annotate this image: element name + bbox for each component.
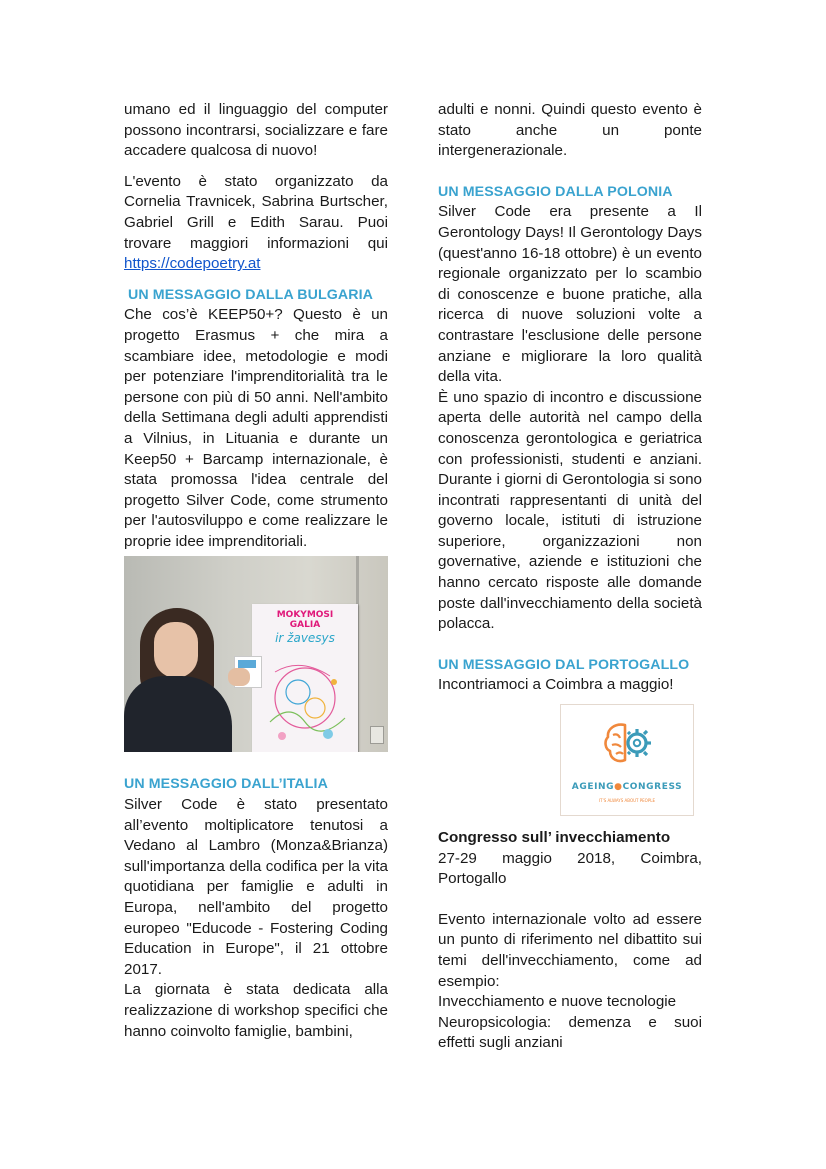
intro-paragraph-2 xyxy=(124,172,388,275)
left-column xyxy=(124,100,388,1042)
topic-1: Invecchiamento e nuove tecnologie xyxy=(438,993,677,1011)
congress-title: Congresso sull’ invecchiamento xyxy=(438,829,671,847)
logo-wordmark-ageing: AGEING xyxy=(571,782,615,793)
bulgaria-body: Che cos’è KEEP50+? Questo è un progetto Erasmus + che mira a scambiare idee, metodologie e modi per potenziare l'imprenditorialità tra le persone con più di 50 anni. Nell'ambito della Settimana degli adulti apprendisti a Vilnius, in Lituania e durante un Keep50 + Barcamp internazionale, è stata promossa l'idea centrale del progetto Silver Code, come strumento per l'autosviluppo e come realizzare le proprie idee imprenditoriali. xyxy=(124,306,388,550)
hand xyxy=(228,668,250,686)
bulgaria-photo xyxy=(124,556,388,752)
intro-paragraph-2-text: L'evento è stato organizzato da Cornelia Travnicek, Sabrina Burtscher, Gabriel Grill e Edith Sarau. Puoi trovare maggiori informazioni qui xyxy=(124,172,388,252)
woman-face xyxy=(154,622,198,678)
poster-title-1: MOKYMOSI xyxy=(276,610,334,621)
polonia-body-2: È uno spazio di incontro e discussione aperta delle autorità nel campo della conoscenza gerontologica e geriatrica con professionisti, studenti e anziani. Durante i giorni di Gerontologia si sono incontrati rappresentanti di unità del governo locale, istituti di istruzione superiore, organizzazioni non governative, aziende e istituzioni che hanno cercato risposte alle domande poste dall'invecchiamento della società polacca. xyxy=(438,388,702,633)
logo-wordmark-congress: CONGRESS xyxy=(622,782,683,793)
intro-paragraph-1: umano ed il linguaggio del computer possono incontrarsi, socializzare e fare accadere qualcosa di nuovo! xyxy=(124,101,388,160)
poster-subtitle: ir žavesys xyxy=(275,631,335,646)
heading-bulgaria: UN MESSAGGIO DALLA BULGARIA xyxy=(124,286,373,303)
heading-polonia: UN MESSAGGIO DALLA POLONIA xyxy=(438,183,673,200)
wall-socket xyxy=(370,726,384,744)
italia-body-2: La giornata è stata dedicata alla realizzazione di workshop specifici che hanno coinvolto famiglie, bambini, xyxy=(124,981,388,1040)
ageing-congress-logo xyxy=(560,704,694,816)
codepoetry-link[interactable]: https://codepoetry.at xyxy=(124,255,261,273)
congress-date: 27-29 maggio 2018, Coimbra, Portogallo xyxy=(438,849,702,888)
italia-body-1: Silver Code è stato presentato all’evento moltiplicatore tenutosi a Vedano al Lambro (Monza&Brianza) sull'importanza della codifica per la vita quotidiana per famiglie e adulti in Europa, nell'ambito del progetto europeo "Educode - Fostering Coding Education in Europe", il 21 ottobre 2017. xyxy=(124,796,388,978)
polonia-body-1: Silver Code era presente a Il Gerontology Days! Il Gerontology Days (quest'anno 16-18 ottobre) è un evento regionale organizzato per lo scambio di conoscenze e buone pratiche, alla ricerca di nuove soluzioni volte a contrastare l'esclusione delle persone anziane e migliorare la loro qualità della vita. xyxy=(438,203,702,386)
portogallo-subtitle: Incontriamoci a Coimbra a maggio! xyxy=(438,676,674,694)
heading-italia: UN MESSAGGIO DALL’ITALIA xyxy=(124,776,328,793)
right-column xyxy=(438,100,702,1054)
poster-illustration xyxy=(260,652,350,744)
poster-title-2: GALIA xyxy=(289,620,321,631)
portogallo-body: Evento internazionale volto ad essere un punto di riferimento nel dibattito sui temi dell'invecchiamento, come ad esempio: xyxy=(438,910,702,990)
logo-tagline: IT'S ALWAYS ABOUT PEOPLE xyxy=(598,798,655,804)
italia-continued: adulti e nonni. Quindi questo evento è stato anche un ponte intergenerazionale. xyxy=(438,101,702,160)
poster xyxy=(252,604,358,752)
topic-2: Neuropsicologia: demenza e suoi effetti sugli anziani xyxy=(438,1013,702,1052)
heading-portogallo: UN MESSAGGIO DAL PORTOGALLO xyxy=(438,656,690,673)
brain-gear-icon xyxy=(601,717,653,769)
logo-wordmark: AGEING●CONGRESS xyxy=(571,782,683,793)
